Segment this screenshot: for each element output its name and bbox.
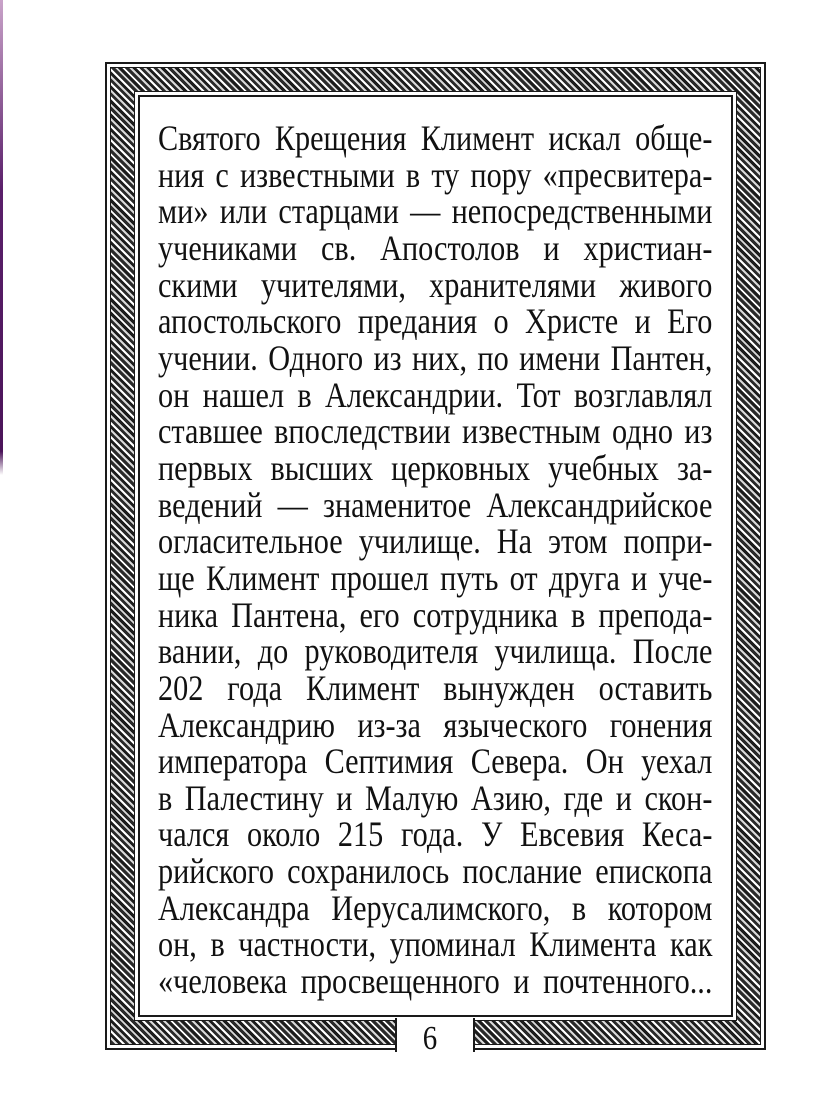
text-line: чался около 215 года. У Евсевия Кеса- <box>158 814 713 855</box>
text-line: первых высших церковных учебных за- <box>158 447 713 488</box>
body-text <box>158 120 815 1000</box>
text-line: 202 года Климент вынужден оставить <box>158 667 713 708</box>
scan-edge <box>0 0 3 475</box>
text-line: учениками св. Апостолов и христиан- <box>158 227 713 268</box>
text-line: ще Климент прошел путь от друга и уче- <box>158 557 713 598</box>
text-line: «человека просвещенного и почтенного... <box>158 961 713 1002</box>
text-line: ведений — знаменитое Александрийское <box>158 484 713 525</box>
text-line: императора Септимия Севера. Он уехал <box>158 741 713 782</box>
text-line: Святого Крещения Климент искал обще- <box>158 118 713 158</box>
text-line: он нашел в Александрии. Тот возглавлял <box>158 374 713 415</box>
text-line: огласительное училище. На этом попри- <box>158 521 713 562</box>
page-number: 6 <box>422 1020 438 1057</box>
text-line: Александра Иерусалимского, в котором <box>158 887 713 928</box>
text-line: ми» или старцами — непосредственными <box>158 191 713 232</box>
text-line: ния с известными в ту пору «пресвитера- <box>158 154 713 195</box>
text-line: скими учителями, хранителями живого <box>158 264 713 305</box>
text-line: учении. Одного из них, по имени Пантен, <box>158 337 713 378</box>
text-line: он, в частности, упоминал Климента как <box>158 924 713 965</box>
text-line: ника Пантена, его сотрудника в препода- <box>158 594 713 635</box>
text-line: в Палестину и Малую Азию, где и скон- <box>158 777 713 818</box>
text-line: апостольского предания о Христе и Его <box>158 301 713 342</box>
text-line: вании, до руководителя училища. После <box>158 631 713 672</box>
text-line: рийского сохранилось послание епископа <box>158 851 713 892</box>
text-line: ставшее впоследствии известным одно из <box>158 411 713 452</box>
text-line: Александрию из-за языческого гонения <box>158 704 713 745</box>
